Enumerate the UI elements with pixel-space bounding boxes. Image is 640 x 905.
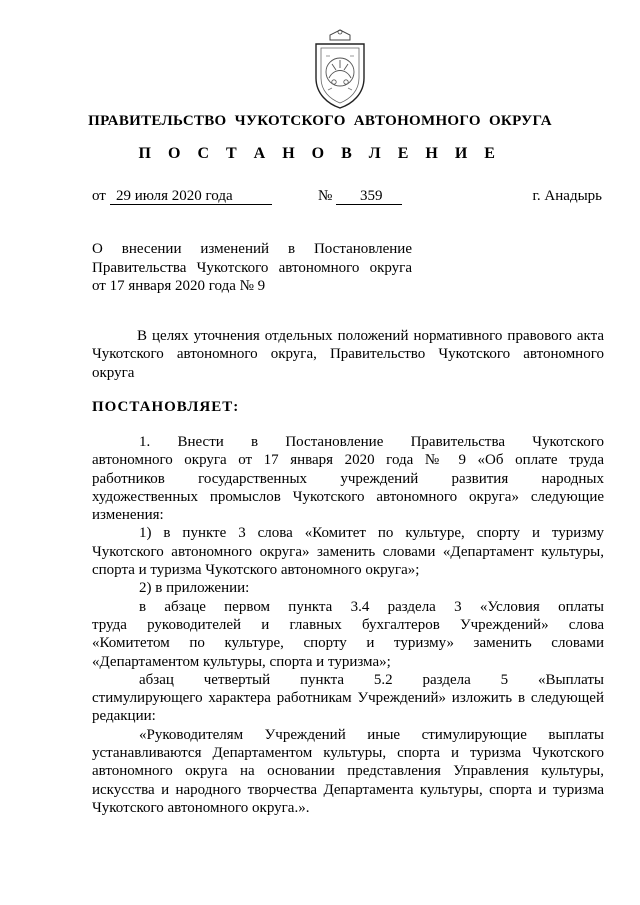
coat-of-arms-emblem: [304, 26, 376, 112]
resolves-heading: ПОСТАНОВЛЯЕТ:: [92, 399, 240, 415]
body-line: редакции:: [92, 708, 156, 725]
subject-line: О внесении изменений в Постановление: [92, 241, 412, 257]
body-line: стимулирующего характера работникам Учреждений» изложить в следующей: [92, 690, 604, 707]
body-line: «Руководителям Учреждений иные стимулирующие выплаты: [139, 726, 604, 743]
body-line: Чукотского автономного округа.».: [92, 799, 310, 816]
decree-body: [92, 433, 604, 817]
preamble-line: В целях уточнения отдельных положений нормативного правового акта: [137, 328, 604, 344]
document-type-title: П О С Т А Н О В Л Е Н И Е: [138, 145, 502, 162]
body-line: искусства и народного творчества Департамента культуры, спорта и туризма: [92, 781, 604, 798]
date-field: [110, 188, 272, 205]
body-line: спорта и туризма Чукотского автономного округа»;: [92, 562, 420, 579]
number-prefix: №: [318, 188, 333, 204]
body-line: «Комитетом по культуре, спорту и туризму» заменить словами: [92, 635, 604, 652]
body-line: работников государственных учреждений развития народных: [92, 470, 604, 487]
decree-number: 359: [336, 189, 402, 205]
body-line: 2) в приложении:: [139, 580, 250, 597]
preamble-line: округа: [92, 364, 135, 381]
body-line: 1. Внести в Постановление Правительства Чукотского: [139, 434, 604, 450]
body-line: Чукотского автономного округа» заменить словами «Департамент культуры,: [92, 543, 604, 560]
date-prefix: от: [92, 188, 106, 204]
body-line: изменения:: [92, 507, 164, 524]
subject-line: Правительства Чукотского автономного округа: [92, 259, 412, 276]
preamble-line: Чукотского автономного округа, Правительство Чукотского автономного: [92, 346, 604, 363]
decree-date: 29 июля 2020 года: [110, 189, 272, 205]
body-line: автономного округа на основании представления Управления культуры,: [92, 763, 604, 780]
body-line: труда руководителей и главных бухгалтеров Учреждений» слова: [92, 616, 604, 633]
decree-subject: [92, 240, 412, 296]
body-line: устанавливаются Департаментом культуры, спорта и туризма Чукотского: [92, 745, 604, 762]
body-line: 1) в пункте 3 слова «Комитет по культуре, спорту и туризму: [139, 525, 604, 542]
body-line: в абзаце первом пункта 3.4 раздела 3 «Условия оплаты: [139, 598, 604, 615]
government-title: ПРАВИТЕЛЬСТВО ЧУКОТСКОГО АВТОНОМНОГО ОКРУГА: [88, 113, 552, 129]
subject-line: от 17 января 2020 года № 9: [92, 278, 266, 294]
body-line: автономного округа от 17 января 2020 года № 9 «Об оплате труда: [92, 452, 604, 469]
preamble: [92, 327, 604, 382]
body-line: «Департаментом культуры, спорта и туризма»;: [92, 653, 391, 670]
number-field: [336, 188, 402, 205]
body-line: абзац четвертый пункта 5.2 раздела 5 «Выплаты: [139, 671, 604, 688]
city: г. Анадырь: [532, 188, 602, 204]
body-line: художественных промыслов Чукотского автономного округа» следующие: [92, 488, 604, 505]
